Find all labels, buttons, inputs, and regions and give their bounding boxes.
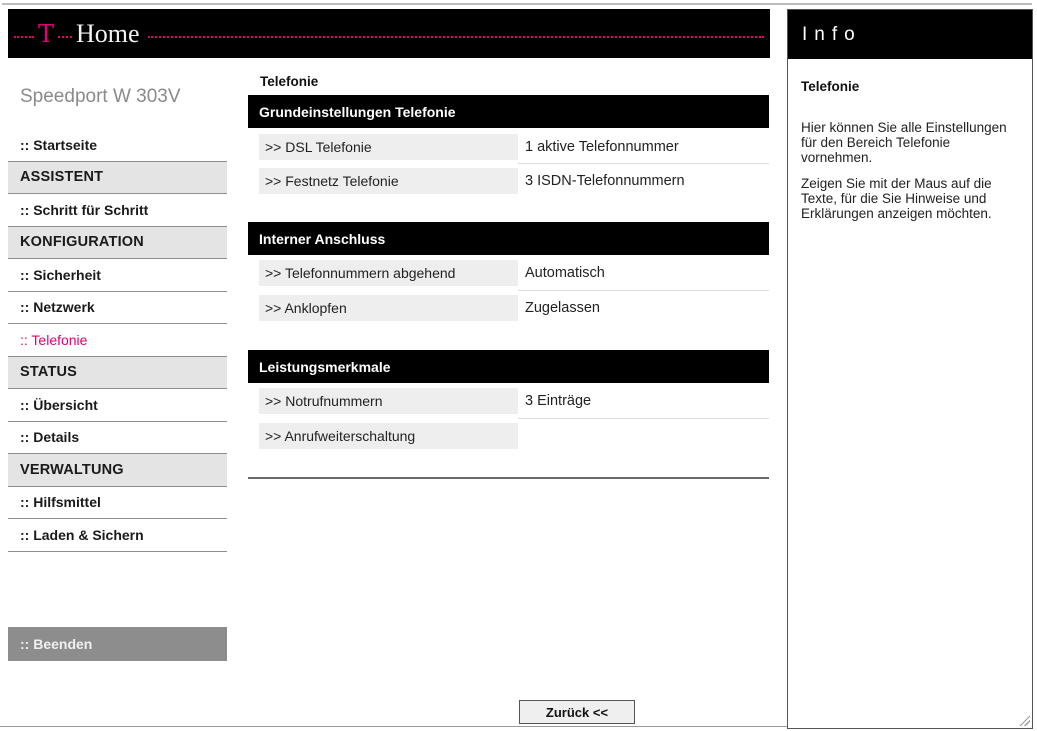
content-end-divider <box>248 477 769 479</box>
info-header: Info <box>788 10 1032 59</box>
row-link-festnetz-telefonie[interactable]: >> Festnetz Telefonie <box>259 168 518 194</box>
row-link-dsl-telefonie[interactable]: >> DSL Telefonie <box>259 134 518 160</box>
section-header-grundeinstellungen: Grundeinstellungen Telefonie <box>248 95 769 128</box>
sidebar-item-uebersicht[interactable]: :: Übersicht <box>8 389 227 422</box>
sidebar-group-verwaltung: VERWALTUNG <box>8 454 227 487</box>
sidebar-item-telefonie[interactable]: :: Telefonie <box>8 324 227 357</box>
product-name: Speedport W 303V <box>20 86 181 107</box>
brand-home-title: Home <box>76 18 140 48</box>
row-link-anrufweiterschaltung[interactable]: >> Anrufweiterschaltung <box>259 423 518 449</box>
resize-grip-icon[interactable] <box>1018 714 1030 726</box>
row-value-dsl-telefonie: 1 aktive Telefonnummer <box>525 139 679 155</box>
row-link-notrufnummern[interactable]: >> Notrufnummern <box>259 388 518 414</box>
sidebar-group-assistent: ASSISTENT <box>8 162 227 195</box>
bottom-divider <box>0 726 790 727</box>
header-dots-left <box>14 36 34 38</box>
page-title: Telefonie <box>260 74 319 89</box>
sidebar-item-startseite[interactable]: :: Startseite <box>8 129 227 162</box>
sidebar-item-netzwerk[interactable]: :: Netzwerk <box>8 292 227 325</box>
row-value-festnetz-telefonie: 3 ISDN-Telefonnummern <box>525 173 685 189</box>
row-link-anklopfen[interactable]: >> Anklopfen <box>259 295 518 321</box>
sidebar-item-details[interactable]: :: Details <box>8 422 227 455</box>
info-paragraph: Hier können Sie alle Einstellungen für den Bereich Telefonie vornehmen. <box>801 120 1007 165</box>
sidebar-group-konfiguration: KONFIGURATION <box>8 227 227 260</box>
sidebar-item-laden-sichern[interactable]: :: Laden & Sichern <box>8 519 227 552</box>
info-paragraph: Zeigen Sie mit der Maus auf die Texte, für die Sie Hinweise und Erklärungen anzeigen möchten. <box>801 176 992 221</box>
quit-button[interactable]: :: Beenden <box>8 627 227 661</box>
info-title: Telefonie <box>801 79 860 94</box>
sidebar-item-sicherheit[interactable]: :: Sicherheit <box>8 259 227 292</box>
section-header-leistungsmerkmale: Leistungsmerkmale <box>248 350 769 383</box>
sidebar-nav <box>8 58 227 552</box>
back-button[interactable]: Zurück << <box>519 700 635 724</box>
row-link-telefonnummern-abgehend[interactable]: >> Telefonnummern abgehend <box>259 260 518 286</box>
top-divider <box>2 3 1032 5</box>
header-dots-right <box>148 36 764 38</box>
row-value-telefonnummern-abgehend: Automatisch <box>525 265 605 281</box>
brand-header <box>8 9 770 58</box>
row-divider <box>518 290 769 291</box>
row-divider <box>518 418 769 419</box>
info-panel <box>787 9 1033 729</box>
sidebar-group-status: STATUS <box>8 357 227 390</box>
row-divider <box>518 163 769 164</box>
sidebar-item-schritt-fuer-schritt[interactable]: :: Schritt für Schritt <box>8 194 227 227</box>
header-dots-mid <box>58 36 72 38</box>
telekom-t-logo: T <box>38 19 55 48</box>
section-header-interner-anschluss: Interner Anschluss <box>248 222 769 255</box>
row-value-anklopfen: Zugelassen <box>525 300 600 316</box>
row-value-notrufnummern: 3 Einträge <box>525 393 592 409</box>
sidebar-item-hilfsmittel[interactable]: :: Hilfsmittel <box>8 487 227 520</box>
